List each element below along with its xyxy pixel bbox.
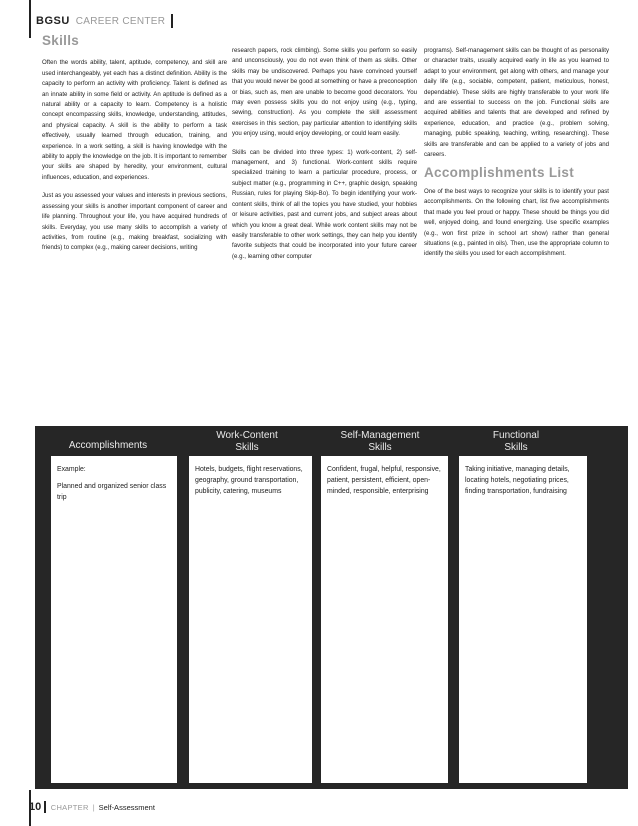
page-number: 10 [29,801,42,813]
skills-paragraph: Just as you assessed your values and interests in previous sections, assessing your skills is another important component of career and life planning. Throughout your life, you have acquired hundreds of skills. Everyday, you use many skills to accomplish a variety of activities, from routine (e.g., making breakfast, socializing with friends) to complex (e.g., making career decisions, writing [42,192,227,252]
table-header-accomplishments: Accomplishments [68,440,148,451]
page-footer [29,800,155,814]
skills-paragraph: Often the words ability, talent, aptitude, competency, and skill are used interchangeably, yet each has a distinct definition. Ability is the capacity to perform an activity with proficiency. Talent is defined as an innate ability in some field or activity. An aptitude is defined as a natural ability or a capacity to learn. Competency is a holistic concept encompassing skills, knowledge, understanding, attitudes, and physical capacity. A skill is the ability to perform a task effectively, usually learned through education, training, and experience. In a work setting, a skill is having knowledge with the ability to apply the knowledge on the job. It is important to remember your skills are shaped by heredity, your environment, cultural influences, education, and experiences. [42,59,227,181]
accomplishments-intro: One of the best ways to recognize your skills is to identify your past accomplishments. On the following chart, list five accomplishments that made you feel proud or happy. These should be things you did well, enjoyed doing, and found energizing. Use specific examples (e.g., won first prize in school art show) rather than general situations (e.g., painted in oils). Then, use the appropriate column to identify the skills you used for each accomplishment. [424,187,609,258]
work-content-text: Hotels, budgets, flight reservations, geography, ground transportation, publicity, catering, museums [195,466,303,495]
brand-logo-text: BGSU [36,15,70,27]
table-cell-functional[interactable] [459,456,587,783]
self-management-text: Confident, frugal, helpful, responsive, patient, persistent, efficient, open-minded, responsible, enterprising [327,466,441,495]
body-paragraph: research papers, rock climbing). Some skills you perform so easily and unconsciously, you do not even think of them as skills. Other skills may be undiscovered. Perhaps you have convinced yourself that you would never be good at something or have a preconception or bias, such as, men are unable to become good decorators. You may even possess skills you do not enjoy using (e.g., typing, sewing, construction). As you complete the skill assessment exercises in this section, pay particular attention to identifying skills you enjoy using, would enjoy developing, or could learn easily. [232,47,417,138]
footer-divider [44,801,46,813]
brand-subtitle: CAREER CENTER [75,15,166,27]
table-header-self-management: Self-Management Skills [340,430,420,453]
chapter-separator: | [92,802,95,812]
accomplishments-heading: Accomplishments List [424,165,575,181]
page-header [36,13,173,29]
top-left-rule [29,0,31,38]
example-text: Planned and organized senior class trip [57,483,167,501]
chapter-label: CHAPTER [50,802,89,812]
table-cell-self-management[interactable] [321,456,448,783]
table-cell-accomplishment[interactable] [51,456,177,783]
skills-column [42,33,227,262]
body-paragraph: programs). Self-management skills can be thought of as personality or character traits, usually acquired early in life as you learned to adapt to your environment, get along with others, and manage your daily life (e.g., sociable, competent, patient, meticulous, honest, dependable). These skills are highly transferable to your work life and are essential to success on the job. Functional skills are acquired abilities and talents that are developed and refined by experience, education, and practice (e.g., problem solving, managing, public speaking, teaching, writing, researching). These skills are transferable and can be applied to a variety of jobs and careers. [424,47,609,159]
table-header-work-content: Work-Content Skills [216,430,278,453]
functional-text: Taking initiative, managing details, locating hotels, negotiating prices, finding transportation, fundraising [465,466,570,495]
example-label: Example: [57,466,86,473]
skills-heading: Skills [42,33,80,48]
chapter-name: Self-Assessment [98,802,155,812]
table-header-functional: Functional Skills [492,430,540,453]
header-divider [171,14,173,28]
body-paragraph: Skills can be divided into three types: 1) work-content, 2) self-management, and 3) functional. Work-content skills require specialized training to learn a particular procedure, process, or subject matter (e.g., programming in C++, graphic design, speaking Russian, rules for playing Skip-Bo). To begin identifying your work-content skills, think of all the topics you have studied, your hobbies or leisure activities, past and current jobs, and subject areas about which you know a great deal. While work content skills may not be easily transferable to other work settings, they can help you identify favorite subjects that could be incorporated into your future career (e.g., learning other computer [232,148,417,260]
table-cell-work-content[interactable] [189,456,312,783]
right-column [424,46,609,268]
middle-column [232,46,417,270]
